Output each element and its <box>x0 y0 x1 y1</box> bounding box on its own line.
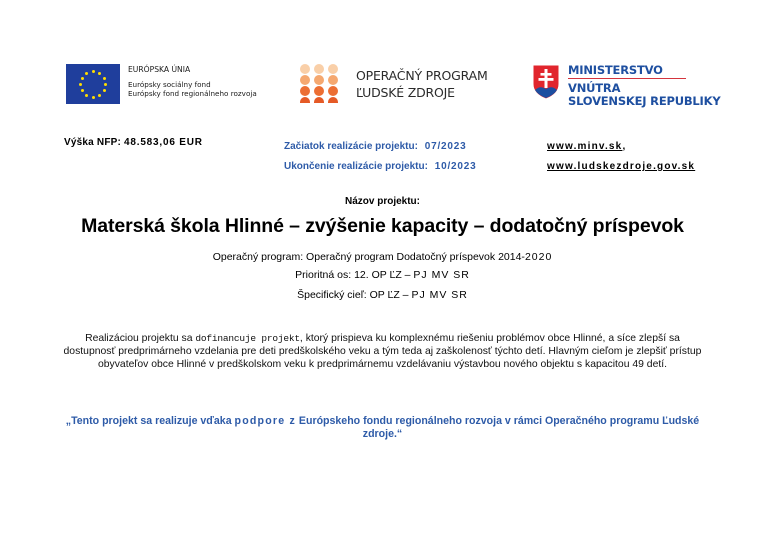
op-logo-line2: ĽUDSKÉ ZDROJE <box>356 85 455 100</box>
ministry-logo-line3: SLOVENSKEJ REPUBLIKY <box>568 94 721 108</box>
goal-suffix: PJ MV SR <box>411 289 468 301</box>
start-value: 07/2023 <box>424 141 467 152</box>
link-separator: , <box>622 141 627 152</box>
project-name-label: Názov projektu: <box>344 196 420 207</box>
project-title: Materská škola Hlinné – zvýšenie kapacity – dodatočný príspevok <box>81 215 684 237</box>
website-links <box>547 137 695 177</box>
description-part1: Realizáciou projektu sa <box>85 333 196 344</box>
op-logo-line1: OPERAČNÝ PROGRAM <box>356 68 488 83</box>
ministry-logo-line2: VNÚTRA <box>568 81 621 95</box>
priority-suffix: PJ MV SR <box>413 269 470 281</box>
quote-part2: Európskeho fondu regionálneho rozvoja v rámci Operačného programu Ľudské zdroje.“ <box>295 415 700 440</box>
op-dots-icon <box>298 64 340 104</box>
nfp-value: 48.583,06 EUR <box>124 137 203 148</box>
project-description <box>60 332 705 371</box>
priority-text: Prioritná os: 12. OP ĽZ – <box>295 269 414 281</box>
project-dates <box>284 137 476 177</box>
ministry-logo-line1: MINISTERSTVO <box>568 64 686 79</box>
specific-goal <box>0 289 765 301</box>
description-highlight: dofinancuje projekt <box>195 333 300 344</box>
eu-logo-title: EURÓPSKA ÚNIA <box>128 65 191 74</box>
slovak-coat-of-arms-icon <box>532 64 560 100</box>
op-ludske-zdroje-logo <box>298 64 488 104</box>
eu-logo-line2: Európsky fond regionálneho rozvoja <box>128 89 257 98</box>
start-label: Začiatok realizácie projektu: <box>284 141 418 152</box>
end-value: 10/2023 <box>434 161 477 172</box>
funding-statement <box>60 415 705 441</box>
link-minv[interactable]: www.minv.sk <box>547 141 623 152</box>
goal-text: Špecifický cieľ: OP ĽZ – <box>297 289 412 301</box>
description-part2: , ktorý prispieva ku komplexnému riešeniu problémov obce Hlinné, a síce zlepší sa dostupnosť predprimárneho vzdelania pre deti predškolského veku a tým teda aj zaškolenosť týchto detí. Hlavným cieľom je zlepšiť prístup obyvateľov obce Hlinné v predškolskom veku k predprimárnemu vzdelávaniu výstavbou nového objektu s kapacitou 49 detí. <box>63 333 702 370</box>
eu-logo-line1: Európsky sociálny fond <box>128 80 211 89</box>
program-year-end: 2020 <box>524 251 553 263</box>
link-ludskezdroje[interactable]: www.ludskezdroje.gov.sk <box>547 161 696 172</box>
priority-axis <box>0 269 765 281</box>
eu-logo <box>66 64 257 104</box>
nfp-label: Výška NFP: <box>64 137 122 148</box>
quote-part1: „Tento projekt sa realizuje vďaka <box>65 415 235 427</box>
quote-spaced: podpore z <box>234 415 296 427</box>
operational-program <box>0 251 765 263</box>
ministry-logo <box>532 64 720 108</box>
eu-flag-icon <box>66 64 120 104</box>
nfp-amount <box>64 137 203 148</box>
program-text: Operačný program: Operačný program Dodatočný príspevok 2014- <box>212 251 525 263</box>
end-label: Ukončenie realizácie projektu: <box>284 161 428 172</box>
